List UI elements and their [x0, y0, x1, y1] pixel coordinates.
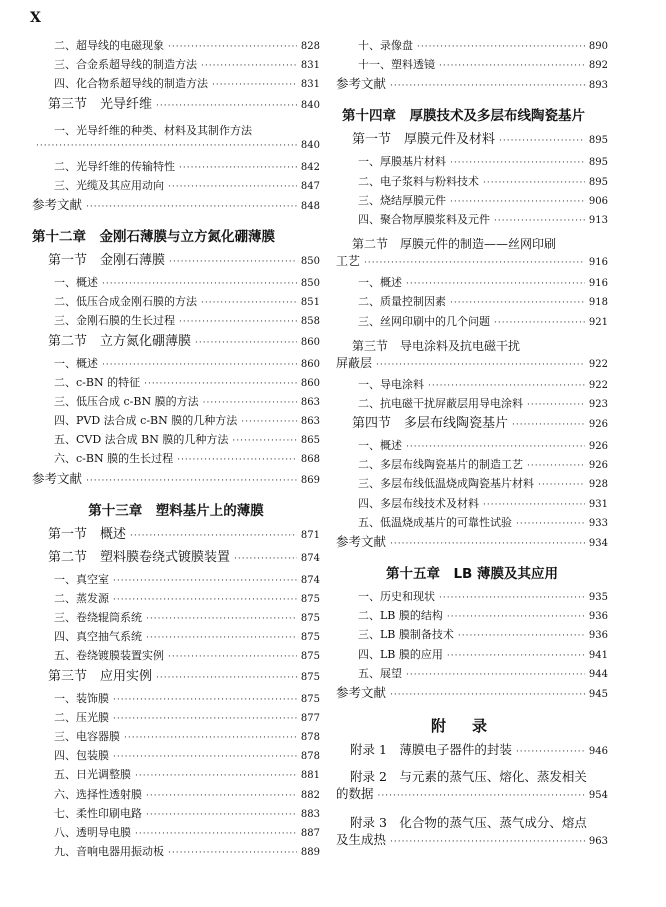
toc-section [32, 670, 320, 693]
toc-item-line1: 一、光导纤维的种类、材料及其制作方法 [54, 123, 252, 137]
leader-dots [447, 613, 585, 622]
toc-entry-title: 三、卷绕辊筒系统 [54, 611, 142, 624]
leader-dots [390, 691, 585, 700]
toc-entry-title: 二、质量控制因素 [358, 295, 446, 309]
toc-entry-title: 七、柔性印刷电路 [54, 806, 142, 820]
toc-entry-title: 五、卷绕镀膜装置实例 [54, 649, 164, 663]
leader-dots [483, 179, 585, 188]
toc-entry-title: 参考文献 [32, 196, 83, 212]
leader-dots [146, 615, 297, 624]
toc-entry-page: 858 [300, 316, 320, 328]
toc-entry-page: 922 [588, 358, 608, 370]
toc-section-line2 [336, 357, 608, 379]
toc-entry-title: 九、音响电器用振动板 [54, 845, 164, 859]
toc-entry-page: 889 [300, 847, 320, 859]
toc-item [336, 610, 608, 629]
leader-dots [203, 399, 297, 408]
toc-entry-page: 913 [588, 214, 608, 226]
toc-right-column [336, 40, 608, 858]
toc-entry-page: 850 [300, 255, 320, 267]
toc-item [32, 40, 320, 59]
toc-entry-title: 一、历史和现状 [358, 590, 435, 603]
leader-dots [450, 299, 585, 308]
toc-item-line2 [32, 141, 320, 161]
leader-dots [179, 164, 297, 173]
appendix-heading: 附录 [430, 716, 513, 735]
toc-entry-title: 参考文献 [32, 470, 83, 486]
leader-dots [439, 62, 585, 71]
page-number: X [30, 10, 41, 26]
toc-section [32, 254, 320, 277]
toc-entry-page: 868 [300, 454, 320, 466]
toc-entry-title: 参考文献 [336, 684, 387, 700]
toc-item [32, 277, 320, 296]
toc-entry-title: 第一节 金刚石薄膜 [48, 252, 166, 268]
toc-entry-page: 890 [588, 41, 608, 52]
toc-entry-page: 936 [588, 611, 608, 623]
toc-entry-page: 922 [588, 379, 608, 391]
toc-entry-title: 三、烧结厚膜元件 [358, 193, 446, 207]
toc-entry-title: 三、金刚石膜的生长过程 [54, 314, 175, 328]
toc-section-line1: 第二节 厚膜元件的制造——丝网印刷 [352, 237, 557, 252]
toc-item [32, 846, 320, 865]
leader-dots [406, 671, 585, 680]
appendix-entry-line1: 附录 2 与元素的蒸气压、熔化、蒸发相关 [350, 768, 587, 784]
toc-entry-page: 875 [300, 671, 320, 683]
toc-entry-page: 875 [300, 593, 320, 605]
leader-dots [417, 43, 585, 52]
leader-dots [130, 532, 297, 541]
toc-entry-title: 一、导电涂料 [358, 377, 424, 391]
leader-dots [447, 652, 585, 661]
toc-entry-page: 954 [588, 789, 608, 801]
toc-entry-page: 881 [300, 770, 320, 782]
toc-references [336, 536, 608, 557]
toc-entry-title: 三、LB 膜制备技术 [358, 628, 454, 642]
toc-entry-title: 六、选择性透射膜 [54, 787, 142, 801]
toc-item [336, 440, 608, 459]
appendix-entry-line1: 附录 3 化合物的蒸气压、蒸气成分、熔点 [350, 814, 587, 830]
toc-item [336, 214, 608, 233]
toc-section-line1: 第三节 导电涂料及抗电磁干扰 [352, 338, 521, 353]
toc-item [32, 396, 320, 415]
toc-entry-page: 860 [300, 336, 320, 348]
leader-dots [499, 137, 585, 146]
toc-entry-page: 831 [300, 60, 320, 72]
toc-entry-page: 850 [300, 277, 320, 289]
toc-entry-page: 916 [588, 257, 608, 269]
toc-entry-title: 五、CVD 法合成 BN 膜的几种方法 [54, 433, 229, 447]
toc-entry-page: 878 [300, 751, 320, 763]
toc-entry-title: 一、概述 [358, 276, 402, 290]
leader-dots [195, 339, 297, 348]
leader-dots [86, 477, 297, 486]
leader-dots [201, 62, 297, 71]
toc-entry-page: 874 [300, 574, 320, 586]
toc-entry-title: 四、PVD 法合成 c-BN 膜的几种方法 [54, 414, 238, 428]
toc-item [336, 195, 608, 214]
toc-entry-page: 831 [300, 79, 320, 91]
toc-entry-page: 875 [300, 613, 320, 624]
leader-dots [86, 203, 297, 212]
toc-item [336, 277, 608, 296]
toc-entry-page: 895 [588, 176, 608, 188]
toc-entry-title: 三、光缆及其应用动向 [54, 178, 164, 192]
toc-entry-title: 四、真空抽气系统 [54, 630, 142, 644]
toc-entry-title: 附录 1 薄膜电子器件的封装 [350, 741, 512, 757]
leader-dots [232, 437, 297, 446]
leader-dots [36, 142, 297, 151]
toc-left-column [32, 40, 320, 865]
toc-item [336, 498, 608, 517]
toc-entry-page: 860 [300, 377, 320, 389]
leader-dots [390, 838, 585, 847]
toc-item [336, 398, 608, 417]
toc-item [32, 612, 320, 631]
leader-dots [168, 653, 297, 662]
toc-entry-page: 918 [588, 297, 608, 309]
leader-dots [406, 280, 585, 289]
chapter-title: 第十五章 LB 薄膜及其应用 [385, 566, 559, 582]
toc-entry-page: 875 [300, 693, 320, 705]
toc-item [32, 434, 320, 453]
toc-entry-page: 921 [588, 316, 608, 328]
leader-dots [234, 555, 297, 564]
leader-dots [527, 401, 585, 410]
toc-item [32, 750, 320, 769]
leader-dots [146, 792, 297, 801]
toc-entry-title: 一、概述 [54, 275, 98, 289]
toc-entry-page: 848 [300, 200, 320, 212]
toc-entry-page: 926 [588, 460, 608, 472]
chapter-title: 第十四章 厚膜技术及多层布线陶瓷基片 [342, 108, 585, 125]
toc-item [336, 40, 608, 59]
toc-item [32, 650, 320, 669]
leader-dots [538, 481, 585, 490]
toc-section [336, 133, 608, 156]
toc-entry-title: 三、低压合成 c-BN 膜的方法 [54, 394, 199, 408]
toc-entry-title: 三、合金系超导线的制造方法 [54, 58, 197, 72]
leader-dots [113, 753, 297, 762]
toc-entry-page: 860 [300, 358, 320, 370]
leader-dots [113, 715, 297, 724]
toc-entry-title: 二、低压合成金刚石膜的方法 [54, 295, 197, 309]
toc-entry-title: 五、低温烧成基片的可靠性试验 [358, 515, 512, 529]
toc-entry-page: 847 [300, 180, 320, 192]
toc-entry-page: 923 [588, 398, 608, 410]
toc-entry-title: 十、录像盘 [358, 39, 413, 52]
leader-dots [364, 259, 585, 268]
toc-entry-title: 四、多层布线技术及材料 [358, 496, 479, 510]
toc-entry-page: 931 [588, 498, 608, 510]
leader-dots [494, 217, 585, 226]
leader-dots [146, 811, 297, 820]
toc-entry-title: 六、c-BN 膜的生长过程 [54, 452, 174, 466]
leader-dots [527, 462, 585, 471]
toc-entry-title: 一、概述 [54, 356, 98, 370]
leader-dots [516, 520, 585, 529]
toc-item [336, 156, 608, 175]
toc-entry-page: 936 [588, 630, 608, 642]
leader-dots [168, 183, 297, 192]
toc-entry-title: 参考文献 [336, 534, 387, 549]
leader-dots [113, 596, 297, 605]
toc-item [32, 161, 320, 180]
leader-dots [450, 159, 585, 168]
leader-dots [124, 734, 297, 743]
leader-dots [241, 418, 297, 427]
toc-entry-title: 二、超导线的电磁现象 [54, 39, 164, 52]
toc-entry-page: 893 [588, 80, 608, 92]
toc-entry-title: 二、抗电磁干扰屏蔽层用导电涂料 [358, 396, 523, 410]
toc-entry-title: 二、c-BN 的特征 [54, 375, 141, 389]
toc-entry-title: 第二节 立方氮化硼薄膜 [48, 333, 192, 349]
leader-dots [135, 772, 297, 781]
toc-section [32, 98, 320, 121]
toc-item [32, 808, 320, 827]
leader-dots [483, 501, 585, 510]
toc-item [32, 574, 320, 593]
toc-entry-page: 863 [300, 416, 320, 428]
toc-entry-page: 941 [588, 649, 608, 661]
leader-dots [212, 81, 297, 90]
appendix-entry-line2 [336, 785, 608, 812]
toc-entry-page: 863 [300, 396, 320, 408]
toc-section [32, 551, 320, 574]
toc-item [32, 593, 320, 612]
toc-entry-title: 三、多层布线低温烧成陶瓷基片材料 [358, 477, 534, 491]
toc-entry-page: 869 [300, 474, 320, 486]
toc-entry-page: 945 [588, 688, 608, 700]
toc-item [32, 78, 320, 97]
toc-entry-page: 926 [588, 419, 608, 431]
toc-item [32, 59, 320, 78]
leader-dots [376, 361, 585, 370]
toc-item [32, 712, 320, 731]
toc-entry-page: 895 [588, 135, 608, 147]
toc-section-line2 [336, 255, 608, 277]
toc-entry-title: 第一节 概述 [48, 526, 127, 542]
leader-dots [201, 299, 297, 308]
toc-entry-title: 第三节 光导纤维 [48, 96, 153, 112]
toc-entry-title: 一、概述 [358, 439, 402, 453]
leader-dots [378, 792, 585, 801]
toc-entry-page: 946 [588, 745, 608, 757]
toc-entry-page: 883 [300, 808, 320, 820]
toc-item [32, 377, 320, 396]
leader-dots [390, 540, 585, 549]
appendix-entry-line2 [336, 831, 608, 858]
leader-dots [512, 421, 585, 430]
toc-entry-title: 五、展望 [358, 666, 402, 680]
toc-entry-page: 865 [300, 435, 320, 447]
toc-item [336, 176, 608, 195]
toc-entry-title: 二、LB 膜的结构 [358, 609, 443, 623]
toc-entry-title: 一、厚膜基片材料 [358, 155, 446, 169]
leader-dots [135, 830, 297, 839]
toc-item [32, 631, 320, 650]
toc-item [32, 296, 320, 315]
toc-item [32, 415, 320, 434]
toc-entry-title: 二、蒸发源 [54, 591, 109, 605]
toc-entry-page: 882 [300, 789, 320, 801]
toc-entry-page: 944 [588, 668, 608, 680]
toc-item [336, 649, 608, 668]
toc-references [32, 196, 320, 220]
toc-entry-page: 926 [588, 441, 608, 453]
toc-entry-title: 十一、塑料透镜 [358, 58, 435, 72]
toc-item [336, 629, 608, 648]
toc-entry-page: 928 [588, 479, 608, 491]
toc-references [32, 470, 320, 494]
toc-item [32, 769, 320, 788]
toc-item [336, 296, 608, 315]
toc-references [336, 78, 608, 99]
toc-item [32, 453, 320, 472]
leader-dots [169, 258, 297, 267]
toc-entry-page: 906 [588, 195, 608, 207]
toc-item [32, 731, 320, 750]
leader-dots [168, 849, 297, 858]
toc-entry-title: 三、丝网印刷中的几个问题 [358, 314, 490, 328]
toc-entry-title: 四、包装膜 [54, 749, 109, 763]
toc-entry-title: 四、聚合物厚膜浆料及元件 [358, 212, 490, 226]
toc-entry-title: 二、光导纤维的传输特性 [54, 159, 175, 173]
leader-dots [439, 594, 585, 603]
leader-dots [458, 632, 585, 641]
leader-dots [144, 380, 297, 389]
toc-entry-page: 874 [300, 552, 320, 564]
toc-item [32, 315, 320, 334]
leader-dots [146, 634, 297, 643]
toc-entry-title: 四、LB 膜的应用 [358, 647, 443, 661]
toc-entry-title: 二、电子浆料与粉料技术 [358, 174, 479, 188]
leader-dots [494, 319, 585, 328]
toc-entry-title: 第四节 多层布线陶瓷基片 [352, 416, 509, 432]
leader-dots [177, 456, 297, 465]
toc-section [336, 417, 608, 440]
toc-section [32, 528, 320, 551]
toc-entry-title: 二、压光膜 [54, 710, 109, 724]
toc-entry-title: 及生成热 [336, 831, 387, 847]
toc-entry-title: 参考文献 [336, 76, 387, 92]
toc-entry-title: 的数据 [336, 785, 374, 801]
toc-entry-title: 工艺 [336, 254, 361, 269]
appendix-entry [336, 741, 608, 766]
toc-entry-page: 963 [588, 835, 608, 847]
chapter-title: 第十三章 塑料基片上的薄膜 [88, 502, 264, 519]
toc-entry-page: 877 [300, 712, 320, 724]
toc-item [336, 591, 608, 610]
toc-entry-title: 屏蔽层 [336, 355, 373, 370]
toc-entry-title: 三、电容器膜 [54, 729, 120, 743]
leader-dots [516, 748, 585, 757]
toc-item [336, 478, 608, 497]
toc-references [336, 684, 608, 708]
leader-dots [113, 696, 297, 705]
toc-entry-page: 934 [588, 538, 608, 549]
leader-dots [102, 361, 297, 370]
toc-entry-title: 一、真空室 [54, 572, 109, 586]
toc-item [32, 693, 320, 712]
toc-item [336, 459, 608, 478]
toc-entry-page: 892 [588, 60, 608, 72]
toc-item [32, 358, 320, 377]
toc-entry-page: 840 [300, 139, 320, 151]
toc-entry-title: 五、日光调整膜 [54, 768, 131, 782]
leader-dots [179, 318, 297, 327]
toc-entry-page: 875 [300, 632, 320, 644]
toc-entry-page: 895 [588, 157, 608, 169]
leader-dots [156, 674, 297, 683]
toc-entry-title: 第二节 塑料膜卷绕式镀膜装置 [48, 549, 231, 565]
toc-entry-title: 八、透明导电膜 [54, 825, 131, 839]
leader-dots [113, 577, 297, 586]
toc-entry-title: 第三节 应用实例 [48, 668, 153, 684]
toc-entry-title: 一、装饰膜 [54, 691, 109, 705]
toc-entry-title: 二、多层布线陶瓷基片的制造工艺 [358, 458, 523, 472]
toc-item [336, 316, 608, 335]
toc-entry-page: 887 [300, 827, 320, 839]
toc-entry-page: 878 [300, 731, 320, 743]
toc-entry-page: 875 [300, 651, 320, 663]
toc-section [32, 335, 320, 358]
toc-entry-page: 842 [300, 161, 320, 173]
toc-entry-title: 四、化合物系超导线的制造方法 [54, 77, 208, 91]
toc-item [32, 789, 320, 808]
toc-entry-page: 916 [588, 278, 608, 290]
toc-entry-title: 第一节 厚膜元件及材料 [352, 132, 496, 148]
toc-entry-page: 840 [300, 99, 320, 111]
leader-dots [390, 82, 585, 91]
leader-dots [406, 443, 585, 452]
toc-item [336, 379, 608, 398]
toc-entry-page: 871 [300, 529, 320, 541]
leader-dots [428, 382, 585, 391]
leader-dots [156, 102, 297, 111]
toc-entry-page: 935 [588, 592, 608, 603]
leader-dots [102, 280, 297, 289]
leader-dots [168, 43, 297, 52]
chapter-title: 第十二章 金刚石薄膜与立方氮化硼薄膜 [32, 228, 275, 245]
leader-dots [450, 198, 585, 207]
toc-entry-page: 851 [300, 297, 320, 309]
toc-item [32, 827, 320, 846]
toc-entry-page: 828 [300, 41, 320, 52]
toc-entry-page: 933 [588, 517, 608, 529]
